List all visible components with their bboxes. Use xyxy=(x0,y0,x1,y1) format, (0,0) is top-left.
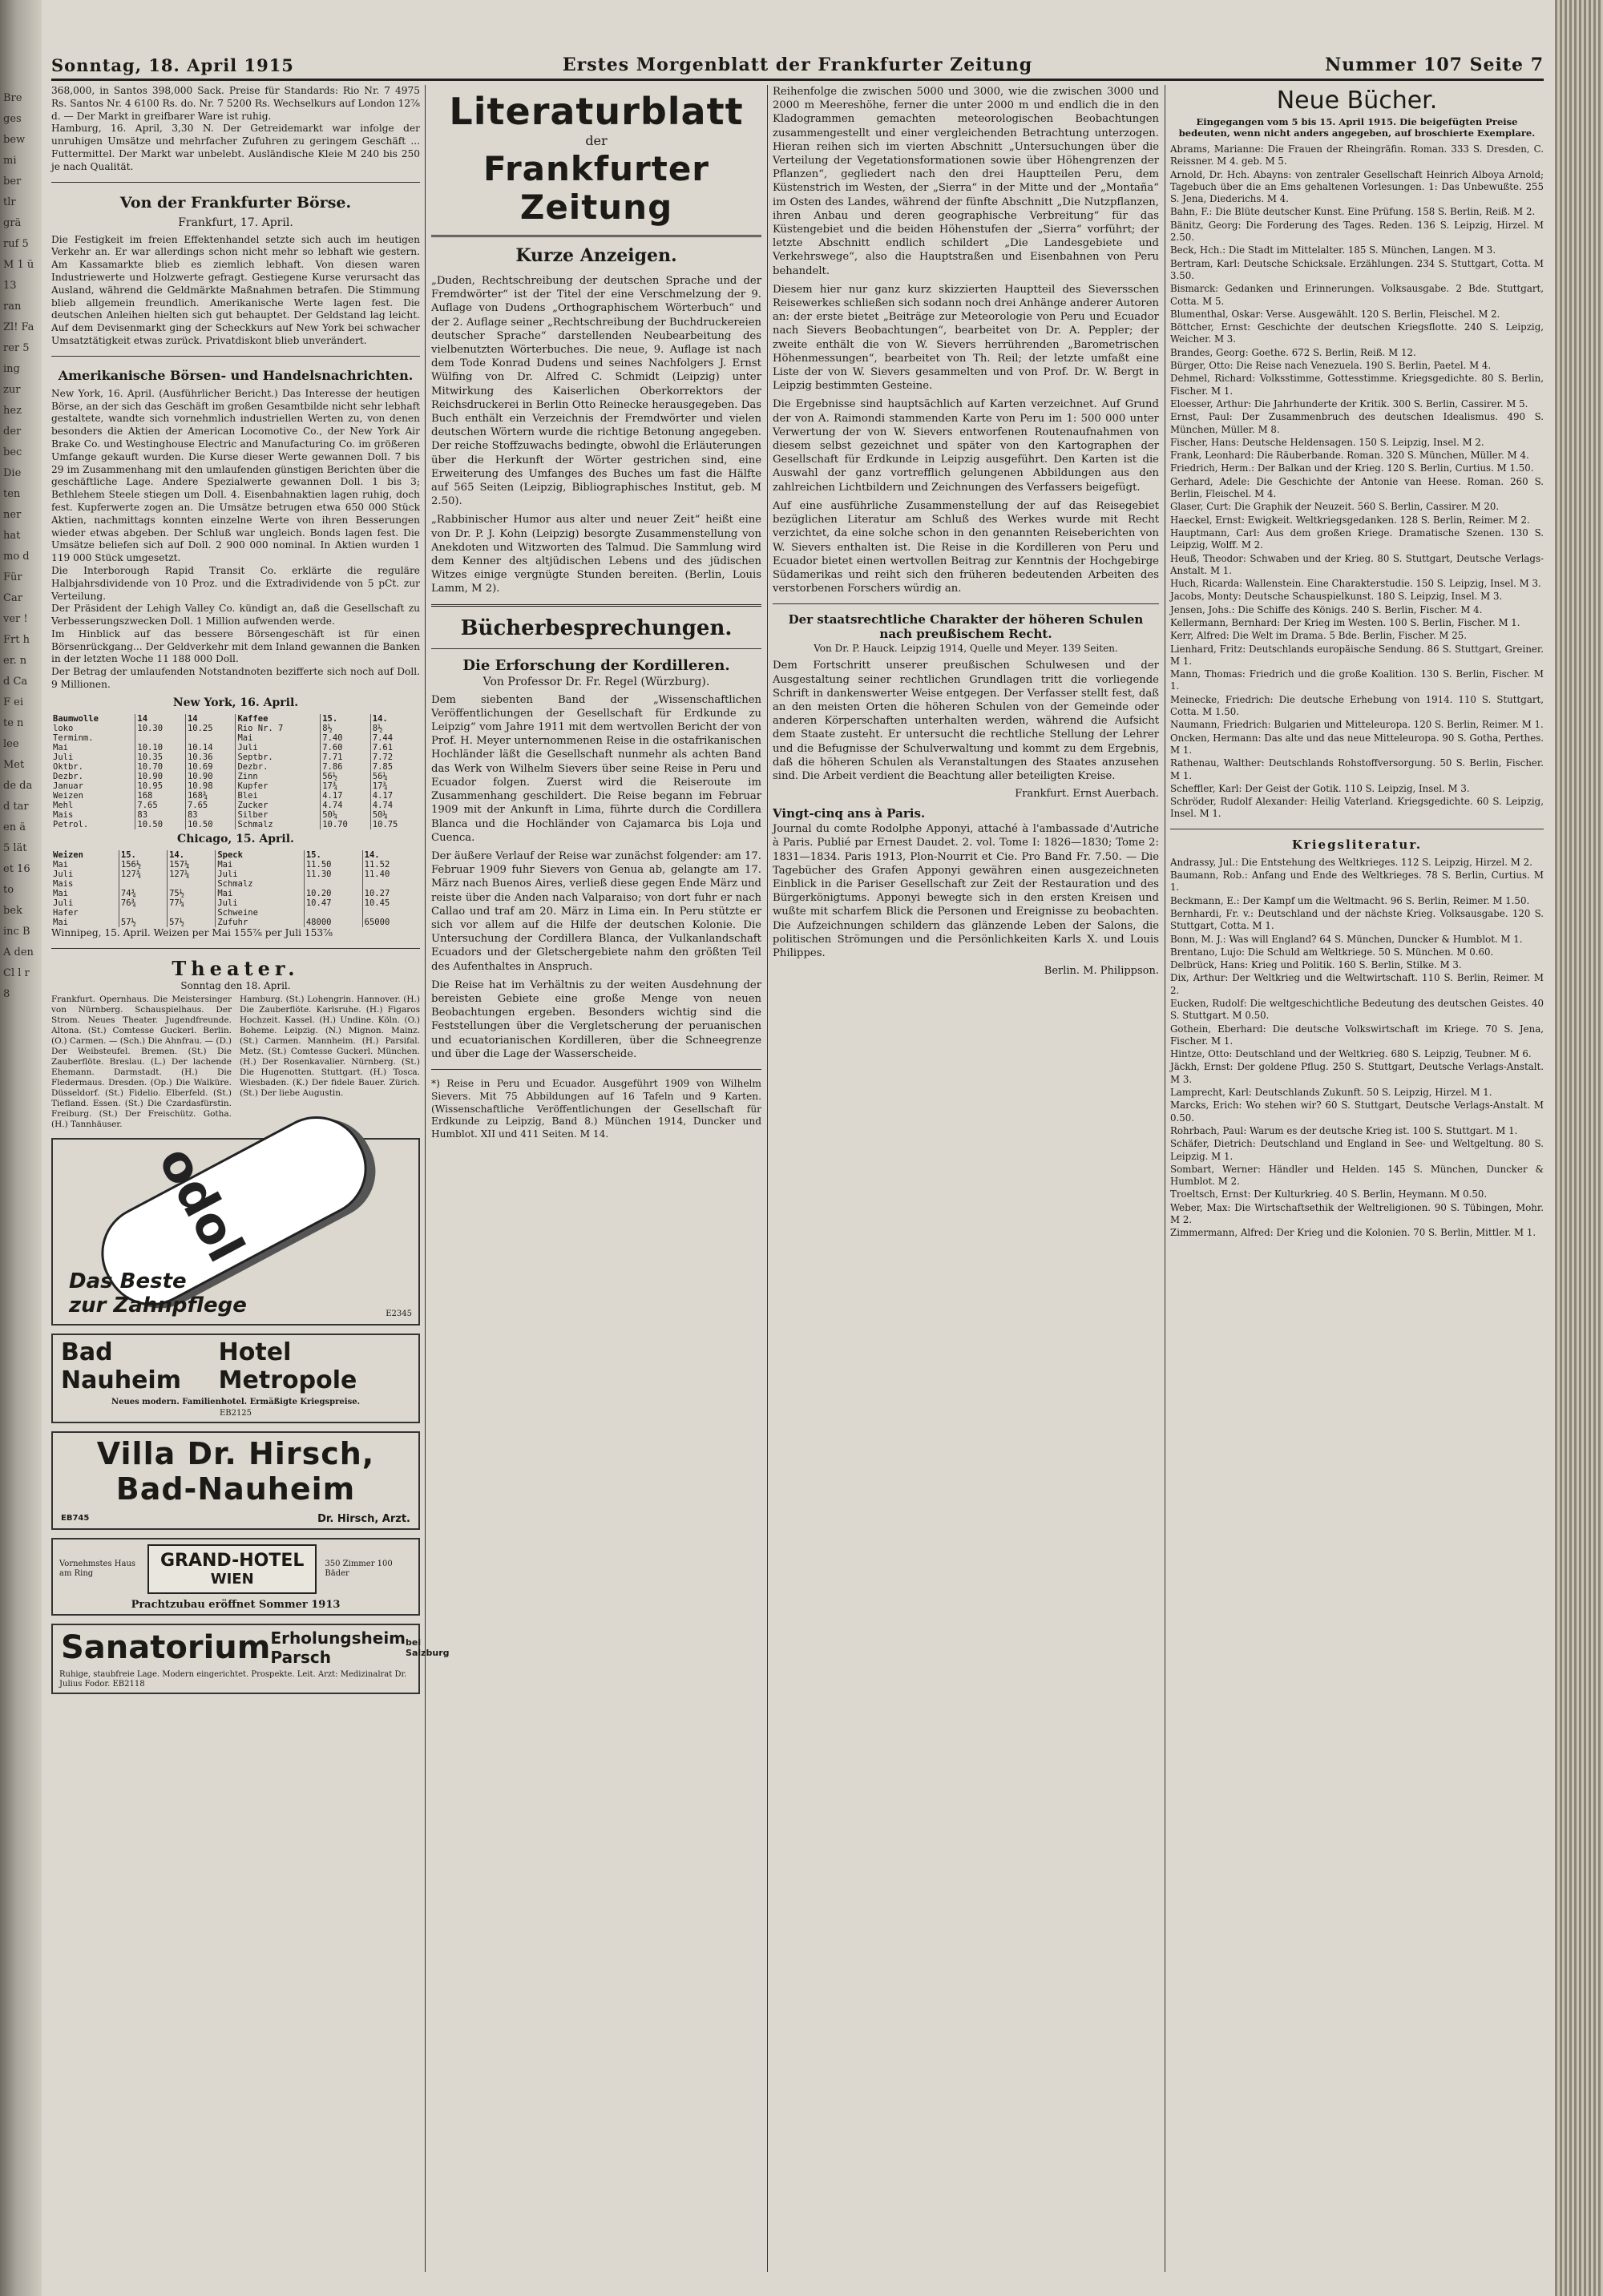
nauheim-ref: EB2125 xyxy=(219,1408,252,1418)
book-entry: Friedrich, Herm.: Der Balkan und der Krieg. 120 S. Berlin, Curtius. M 1.50. xyxy=(1170,462,1534,474)
chicago-table-cell: 14. xyxy=(362,850,420,860)
grand-hotel-right: 350 Zimmer 100 Bäder xyxy=(325,1559,393,1578)
book-entry: Arnold, Dr. Hch. Abayns: von zentraler Gesellschaft Heinrich Alboya Arnold; Tagebuch über die an Ems gehaltenen Vorlesungen. 1: Das Unbewußte. 255 S. Jena, Diederichs. M 4. xyxy=(1170,168,1544,205)
buecherbesprechungen-heading: Bücherbesprechungen. xyxy=(460,615,733,640)
ny-table-cell: 7.71 xyxy=(321,753,371,762)
chicago-table-cell: Schweine xyxy=(216,908,305,918)
chicago-table-cell: 11.50 xyxy=(304,860,362,870)
neue-buecher-title: Neue Bücher. xyxy=(1276,87,1438,115)
rabbiner-notice: „Rabbinischer Humor aus alter und neuer Zeit“ heißt eine von Dr. P. J. Kohn (Leipzig) besorgte Zusammenstellung von Anekdoten und Witzworten des Talmud. Die Sammlung wird dem Kenner des altjüdischen Lebens und des jüdischen Witzes einige vergnügte Stunden bereiten. (Berlin, Louis Lamm, M 2). xyxy=(431,514,761,595)
ny-table-cell: 10.70 xyxy=(135,762,186,772)
chicago-table-cell: Zufuhr xyxy=(216,918,305,927)
literaturblatt-paper-name: Frankfurter Zeitung xyxy=(483,149,710,227)
sanatorium-text: Ruhige, staubfreie Lage. Modern eingerichtet. Prospekte. Leit. Arzt: Medizinalrat Dr. Julius Fodor. EB2118 xyxy=(59,1669,407,1689)
book-entry: Böttcher, Ernst: Geschichte der deutschen Kriegsflotte. 240 S. Leipzig, Weicher. M 3. xyxy=(1170,321,1544,345)
book-entry: Naumann, Friedrich: Bulgarien und Mitteleuropa. 120 S. Berlin, Reimer. M 1. xyxy=(1170,719,1544,731)
ny-table-cell: Baumwolle xyxy=(53,713,99,724)
ny-table-cell: Mai xyxy=(236,733,321,743)
ny-table-cell: 10.25 xyxy=(185,724,236,733)
divider xyxy=(431,648,761,649)
war-book-entry: Eucken, Rudolf: Die weltgeschichtliche Bedeutung des deutschen Geistes. 40 S. Stuttgart. M 0.50. xyxy=(1170,998,1544,1022)
sanatorium-advertisement xyxy=(51,1624,450,1694)
ny-table-row xyxy=(51,753,420,762)
ny-table-cell: 7.65 xyxy=(185,801,236,810)
staat-sub: Von Dr. P. Hauck. Leipzig 1914, Quelle und Meyer. 139 Seiten. xyxy=(814,643,1118,655)
chicago-table-cell: 10.47 xyxy=(304,898,362,908)
ny-table-cell: Dezbr. xyxy=(53,771,83,781)
chicago-table-row xyxy=(51,860,420,870)
ny-table-cell: Dezbr. xyxy=(236,762,321,772)
grand-hotel-row xyxy=(53,1539,418,1599)
divider xyxy=(51,948,420,949)
book-entry: Bürger, Otto: Die Reise nach Venezuela. 190 S. Berlin, Paetel. M 4. xyxy=(1170,360,1492,372)
ny-table-cell: Zinn xyxy=(236,772,321,781)
nauheim-row xyxy=(53,1335,418,1398)
ny-table-cell: 168 xyxy=(135,791,186,801)
war-book-entry: Weber, Max: Die Wirtschaftsethik der Weltreligionen. 90 S. Tübingen, Mohr. M 2. xyxy=(1170,1201,1544,1226)
chicago-table-cell: 11.30 xyxy=(304,870,362,879)
ny-table-cell: 7.40 xyxy=(321,733,371,743)
ny-table-cell: 10.70 xyxy=(321,820,371,829)
chicago-table-cell xyxy=(119,879,167,889)
ny-table-cell: 50¼ xyxy=(370,810,420,820)
literaturblatt-der: der xyxy=(585,133,608,148)
ny-table-cell: 7.85 xyxy=(370,762,420,772)
nauheim-advertisement xyxy=(51,1334,420,1423)
war-book-list xyxy=(1170,857,1544,1240)
ny-table-cell: 10.50 xyxy=(135,820,186,829)
chicago-table-row xyxy=(51,889,420,898)
essay-title: Die Erforschung der Kordilleren. xyxy=(462,656,730,674)
chicago-table-cell: 11.52 xyxy=(362,860,420,870)
grand-hotel-logo xyxy=(147,1544,317,1594)
war-book-entry: Brentano, Lujo: Die Schuld am Weltkriege. 50 S. München. M 0.60. xyxy=(1170,946,1494,958)
book-entry: Huch, Ricarda: Wallenstein. Eine Charakterstudie. 150 S. Leipzig, Insel. M 3. xyxy=(1170,578,1541,590)
ny-table-cell: 10.14 xyxy=(185,743,236,753)
chicago-table-cell: 65000 xyxy=(362,918,420,927)
staat-title: Der staatsrechtliche Charakter der höheren Schulen nach preußischem Recht. xyxy=(788,612,1144,642)
villa-ref: EB745 xyxy=(61,1514,90,1523)
nauheim-hotel: Hotel Metropole xyxy=(218,1338,357,1394)
chicago-table-cell: Schmalz xyxy=(216,879,305,889)
chicago-table-row xyxy=(51,908,420,918)
ny-table-cell: Kaffee xyxy=(236,714,321,724)
essay-paragraph: Die Reise hat im Verhältnis zu der weiten Ausdehnung der bereisten Gebiete eine große Menge von neuen Beobachtungen ergeben. Besonders wichtig sind die Feststellungen über die Vergletscherung der peruanischen und ecuatorianischen Kordilleren, über die Schneegrenze und über die Lage der Wasserscheide. xyxy=(431,979,761,1060)
chicago-table-cell: 57½ xyxy=(119,918,167,927)
theater-date: Sonntag den 18. April. xyxy=(180,979,291,991)
ny-table-row xyxy=(51,743,420,753)
ny-table-cell: Mai xyxy=(53,742,68,753)
ny-table-row xyxy=(51,772,420,781)
nauheim-place: Bad Nauheim xyxy=(61,1338,181,1394)
villa-doctor: Dr. Hirsch, Arzt. xyxy=(317,1512,410,1525)
book-entry: Ernst, Paul: Der Zusammenbruch des deutschen Idealismus. 490 S. München, Müller. M 8. xyxy=(1170,411,1544,435)
essay-footnote: *) Reise in Peru und Ecuador. Ausgeführt 1909 von Wilhelm Sievers. Mit 75 Abbildungen auf 16 Tafeln und 9 Karten. (Wissenschaftliche Veröffentlichungen der Gesellschaft für Erdkunde zu Leipzig, Band 8.) München 1914, Duncker und Humblot. XII und 411 Seiten. M 14. xyxy=(431,1077,761,1140)
kriegsliteratur-heading: Kriegsliteratur. xyxy=(1291,837,1423,852)
chicago-table-cell: Mai xyxy=(53,859,68,870)
war-book-entry: Dix, Arthur: Der Weltkrieg und die Weltwirtschaft. 110 S. Berlin, Reimer. M 2. xyxy=(1170,972,1544,996)
chicago-table-title: Chicago, 15. April. xyxy=(177,832,294,845)
column-literaturblatt xyxy=(431,85,761,2272)
war-book-entry: Rohrbach, Paul: Warum es der deutsche Krieg ist. 100 S. Stuttgart. M 1. xyxy=(1170,1124,1518,1136)
staat-text: Dem Fortschritt unserer preußischen Schulwesen und der Ausgestaltung seiner rechtlichen Grundlagen tritt die vorliegende Schrift in dankenswerter Weise entgegen. Der Verfasser stellt fest, daß an den meisten Orten die höheren Schulen von der Gemeinde oder anderen Körperschaften unterhalten werden, während die Aufsicht dem Staate zusteht. Er untersucht die rechtliche Stellung der Lehrer und die Befugnisse der Schulverwaltung und kommt zu dem Ergebnis, daß die höheren Schulen als Veranstaltungen des Staates anzusehen sind. Die Arbeit verdient die Beachtung aller beteiligten Kreise. xyxy=(773,660,1159,782)
grand-hotel-bottom: Prachtzubau eröffnet Sommer 1913 xyxy=(131,1598,341,1611)
ny-table-cell: 7.61 xyxy=(370,743,420,753)
boerse-heading: Von der Frankfurter Börse. xyxy=(119,193,352,212)
war-book-entry: Bonn, M. J.: Was will England? 64 S. München, Duncker & Humblot. M 1. xyxy=(1170,933,1523,945)
theater-list-left: Frankfurt. Opernhaus. Die Meistersinger von Nürnberg. Schauspielhaus. Der Strom. Neues Theater. Jugendfreunde. Altona. (St.) Comtesse Guckerl. Berlin. (O.) Carmen. — (Sch.) Die Ahnfrau. — (D.) Der Weibsteufel. Bremen. (St.) Die Zauberflöte. Breslau. (L.) Der lachende Ehemann. Darmstadt. (H.) Die Fledermaus. Dresden. (Op.) Die Walküre. Düsseldorf. (St.) Fidelio. Elberfeld. (St.) Tiefland. Essen. (St.) Die Czardasfürstin. Freiburg. (St.) Der Freischütz. Gotha. (H.) Tannhäuser. xyxy=(51,994,232,1129)
theater-heading: Theater. xyxy=(172,956,300,980)
chicago-table-cell: 127¾ xyxy=(119,870,167,879)
essay-paragraph: Dem siebenten Band der „Wissenschaftlichen Veröffentlichungen der Gesellschaft für Erdkunde zu Leipzig“ vom Jahre 1911 mit dem wertvollen Bericht der von Prof. H. Meyer unternommenen Reise in die ostafrikanischen Hochländer läßt die Gesellschaft nunmehr als achten Band das Werk von Wilhelm Sievers über seine Reise in Peru und Ecuador folgen. Zuerst wird die Reiseroute im Zusammenhang geschildert. Die Reise begann im Februar 1909 mit der Ankunft in Lima, führte durch die Cordillera Blanca und die Hochländer von Cajamarca bis Loja und Cuenca. xyxy=(431,693,761,844)
chicago-table-cell: 10.45 xyxy=(362,898,420,908)
ny-table-cell: 10.90 xyxy=(185,772,236,781)
ny-table-cell: Januar xyxy=(53,781,83,791)
chicago-table-cell: 75½ xyxy=(168,889,216,898)
chicago-table-cell xyxy=(168,908,216,918)
grand-hotel-advertisement xyxy=(51,1538,420,1616)
ny-table-row xyxy=(51,791,420,801)
ny-table-row xyxy=(51,733,420,743)
war-book-entry: Troeltsch, Ernst: Der Kulturkrieg. 40 S. Berlin, Heymann. M 0.50. xyxy=(1170,1188,1488,1200)
amerik-report: New York, 16. April. (Ausführlicher Bericht.) Das Interesse der heutigen Börse, an der sich das Geschäft im großen Gesamtbilde nicht sehr lebhaft gestaltete, wandte sich vornehmlich industriellen Werten zu, von denen besonders die Aktien der American Locomotive Co., der New York Air Brake Co. und Westinghouse Electric and Manufacturing Co. im größeren Umfange gekauft wurden. Die Kurse dieser Werte gewannen Doll. 7 bis 29 im Zusammenhang mit den umlaufenden günstigen Berichten über die geschäftliche Lage. Andere Spezialwerte gewannen Doll. 1 bis 3; Bethlehem Steele stiegen um Doll. 4. Eisenbahnaktien lagen ruhig, doch fest. Kupferwerte zogen an. Die Umsätze betrugen etwa 650 000 Stück Aktien, nachmittags konnten einzelne Werte von ihren Besserungen wieder etwas abgeben. Der Schluß war ungleich. Bonds lagen fest. Die Umsätze beliefen sich auf Doll. 2 900 000 nominal. In Aktien wurden 1 119 000 Stück umgesetzt. xyxy=(51,387,420,564)
divider xyxy=(773,603,1159,604)
boerse-report: Die Festigkeit im freien Effektenhandel setzte sich auch im heutigen Verkehr an. Er war allerdings schon nicht mehr so lebhaft wie gestern. Am Kassamarkte blieb es ziemlich lebhaft. Von diesen waren Industriewerte und Holzwerte gefragt. Gestiegene Kurse verursacht das Ausland, während die Geldmärkte Maßnahmen betrafen. Die Stimmung blieb allgemein freundlich. Amerikanische Werte lagen fest. Die deutschen Anleihen hielten sich gut behauptet. Der Geldstand lag leicht. Auf dem Devisenmarkt ging der Scheckkurs auf New York bei schwacher Umsatztätigkeit etwas zurück. Privatdiskont blieb unverändert. xyxy=(51,233,420,346)
ny-table-cell: 17¾ xyxy=(321,781,371,791)
ny-table-cell: Rio Nr. 7 xyxy=(236,724,321,733)
book-entry: Haeckel, Ernst: Ewigkeit. Weltkriegsgedanken. 128 S. Berlin, Reimer. M 2. xyxy=(1170,514,1530,526)
ny-table-cell: Silber xyxy=(236,810,321,820)
book-entry: Lienhard, Fritz: Deutschlands europäische Sendung. 86 S. Stuttgart, Greiner. M 1. xyxy=(1170,643,1544,667)
chicago-table-cell: Juli xyxy=(53,898,74,908)
chicago-table-cell: 127¼ xyxy=(168,870,216,879)
ny-table-cell xyxy=(135,733,186,743)
book-entry: Bismarck: Gedanken und Erinnerungen. Volksausgabe. 2 Bde. Stuttgart, Cotta. M 5. xyxy=(1170,283,1544,307)
ny-table-cell: 10.69 xyxy=(185,762,236,772)
chicago-table-cell: 15. xyxy=(119,850,167,860)
page-edges xyxy=(1555,0,1603,2296)
column-neue-buecher xyxy=(1170,85,1544,2272)
banken-note: Im Hinblick auf das bessere Börsengeschäft ist für einen Börsenrückgang... Der Geldverkehr mit dem Inland gewannen die Banken in der letzten Woche 11 188 000 Doll. xyxy=(51,627,420,665)
war-book-entry: Sombart, Werner: Händler und Helden. 145 S. München, Duncker & Humblot. M 2. xyxy=(1170,1163,1544,1188)
book-entry: Kerr, Alfred: Die Welt im Drama. 5 Bde. Berlin, Fischer. M 25. xyxy=(1170,630,1467,642)
war-book-entry: Lamprecht, Karl: Deutschlands Zukunft. 50 S. Leipzig, Hirzel. M 1. xyxy=(1170,1087,1492,1099)
chicago-table-cell: 14. xyxy=(168,850,216,860)
chicago-table-cell: 157¼ xyxy=(168,860,216,870)
ny-table-cell: 8½ xyxy=(321,724,371,733)
ny-table-cell: 56½ xyxy=(321,772,371,781)
essay-byline: Von Professor Dr. Fr. Regel (Würzburg). xyxy=(483,675,710,688)
chicago-table-cell: Mai xyxy=(53,888,68,898)
ny-table-cell: 7.65 xyxy=(135,801,186,810)
ny-table-cell: 168¾ xyxy=(185,791,236,801)
divider xyxy=(431,604,761,607)
interboro-note: Die Interborough Rapid Transit Co. erklärte die reguläre Halbjahrsdividende von 10 Proz. und die Extradividende von 5 pCt. zur Verteilung. xyxy=(51,564,420,602)
ny-table-cell: 7.60 xyxy=(321,743,371,753)
ny-table-cell: 14. xyxy=(370,714,420,724)
chicago-table-cell: 76¾ xyxy=(119,898,167,908)
header-date: Sonntag, 18. April 1915 xyxy=(51,55,294,75)
chicago-table-cell: 10.27 xyxy=(362,889,420,898)
chicago-table-cell: Hafer xyxy=(53,907,79,918)
amerik-heading: Amerikanische Börsen- und Handelsnachrichten. xyxy=(58,367,414,383)
ny-table-row xyxy=(51,820,420,829)
ny-table-cell: 10.36 xyxy=(185,753,236,762)
nauheim-sub: Neues modern. Familienhotel. Ermäßigte Kriegspreise. xyxy=(111,1397,361,1406)
ny-table-cell: 50¼ xyxy=(321,810,371,820)
chicago-table-row xyxy=(51,898,420,908)
ny-table-cell: 7.72 xyxy=(370,753,420,762)
odol-advertisement xyxy=(51,1138,420,1326)
winnipeg-note: Winnipeg, 15. April. Weizen per Mai 155⅞ per Juli 153⅞ xyxy=(51,926,333,938)
chicago-table-cell: 77¼ xyxy=(168,898,216,908)
war-book-entry: Marcks, Erich: Wo stehen wir? 60 S. Stuttgart, Deutsche Verlags-Anstalt. M 0.50. xyxy=(1170,1100,1544,1124)
chicago-table-cell: Mais xyxy=(53,878,74,889)
chicago-market-table xyxy=(51,850,420,927)
book-entry: Oncken, Hermann: Das alte und das neue Mitteleuropa. 90 S. Gotha, Perthes. M 1. xyxy=(1170,732,1544,756)
ny-table-row xyxy=(51,801,420,810)
villa-hirsch-advertisement xyxy=(51,1431,420,1530)
odol-ref: E2345 xyxy=(386,1309,412,1318)
divider xyxy=(51,356,420,357)
odol-slogan-line1: Das Beste xyxy=(69,1269,187,1293)
ny-table-title: New York, 16. April. xyxy=(172,696,299,709)
theater-list-right: Hamburg. (St.) Lohengrin. Hannover. (H.) Die Zauberflöte. Karlsruhe. (H.) Figaros Hochzeit. Kassel. (H.) Undine. Köln. (O.) Boheme. Leipzig. (N.) Mignon. Mainz. (St.) Carmen. Mannheim. (H.) Parsifal. Metz. (St.) Comtesse Guckerl. München. (H.) Der Rosenkavalier. Nürnberg. (St.) Die Hugenotten. Stuttgart. (H.) Tosca. Wiesbaden. (K.) Der fidele Bauer. Zürich. (St.) Der liebe Augustin. xyxy=(240,994,420,1098)
boerse-dateline: Frankfurt, 17. April. xyxy=(178,216,293,229)
ny-table-cell: Zucker xyxy=(236,801,321,810)
ny-table-row xyxy=(51,714,420,724)
ny-table-cell: 8½ xyxy=(370,724,420,733)
book-entry: Scheffler, Karl: Der Geist der Gotik. 110 S. Leipzig, Insel. M 3. xyxy=(1170,782,1470,794)
odol-slogan-line2: zur Zahnpflege xyxy=(69,1293,247,1317)
ny-table-cell: 10.35 xyxy=(135,753,186,762)
chicago-table-cell: Mai xyxy=(216,889,305,898)
book-entry: Heuß, Theodor: Schwaben und der Krieg. 80 S. Stuttgart, Deutsche Verlags-Anstalt. M 1. xyxy=(1170,552,1544,576)
header-page-number: Nummer 107 Seite 7 xyxy=(1325,54,1544,75)
ny-table-cell: 17¾ xyxy=(370,781,420,791)
chicago-table-cell: 156½ xyxy=(119,860,167,870)
ny-table-cell: Septbr. xyxy=(236,753,321,762)
chicago-table-cell: 11.40 xyxy=(362,870,420,879)
ny-table-cell: 83 xyxy=(185,810,236,820)
odol-logo: odol xyxy=(147,1136,256,1271)
notstand-note: Der Betrag der umlaufenden Notstandnoten bezifferte sich noch auf Doll. 9 Millionen. xyxy=(51,666,420,691)
chicago-table-cell xyxy=(304,879,362,889)
vingt-text: Journal du comte Rodolphe Apponyi, attaché à l'ambassade d'Autriche à Paris. Publié par Ernest Daudet. 2. vol. Tome I: 1826—1830; Tome 2: 1831—1834. Paris 1913, Plon-Nourrit et Cie. Pro Band Fr. 7.50. — Die Tagebücher des Grafen Apponyi gewähren einen ausgezeichneten Einblick in die Pariser Gesellschaft zur Zeit der Restauration und des Bürgerkönigtums. Apponyi bewegte sich in den ersten Kreisen und wußte mit scharfem Blick die Personen und Ereignisse zu beobachten. Die Aufzeichnungen schildern das glänzende Leben der Salons, die politischen Strömungen und die Persönlichkeiten Karls X. und Louis Philippes. xyxy=(773,823,1159,959)
ny-table-row xyxy=(51,810,420,820)
ny-table-cell: 10.30 xyxy=(135,724,186,733)
theater-listings xyxy=(51,995,420,1130)
hamburg-report: Hamburg, 16. April, 3,30 N. Der Getreidemarkt war infolge der unruhigen Umsätze und mehrfacher Zufuhren zu geringem Geschäft ... Futtermittel. Der Markt war unbelebt. Ausländische Kleie M 240 bis 250 je nach Qualität. xyxy=(51,123,420,172)
book-entry: Bänitz, Georg: Die Forderung des Tages. Reden. 136 S. Leipzig, Hirzel. M 2.50. xyxy=(1170,219,1544,244)
book-list xyxy=(1170,143,1544,821)
review-paragraph: Die Ergebnisse sind hauptsächlich auf Karten verzeichnet. Auf Grund der von A. Raimondi stammenden Karte von Peru im 1: 500 000 unter Verwertung der von W. Sievers entworfenen Routenaufnahmen von diesem selbst gezeichnet und später von den Kartographen der Gesellschaft für Erdkunde in Leipzig ausgeführt. Den Karten ist die Auswahl der ganz vortrefflich gelungenen Abbildungen aus den zahlreichen Lichtbildern und Zeichnungen des Verfassers beigefügt. xyxy=(773,398,1159,494)
chicago-table-cell xyxy=(119,908,167,918)
war-book-entry: Jäckh, Ernst: Der goldene Pflug. 250 S. Stuttgart, Deutsche Verlags-Anstalt. M 3. xyxy=(1170,1061,1544,1085)
essay-paragraph: Der äußere Verlauf der Reise war zunächst folgender: am 17. Februar 1909 fuhr Sievers von Genua ab, gelangte am 17. März nach Buenos Aires, verließ diese gegen Ende März und reiste über die Anden nach Valparaiso; von dort fuhr er nach Callao und traf am 20. März in Lima ein. In Peru stützte er sich vor allem auf die Hilfe der deutschen Kolonie. Die Untersuchung der Cordillera Blanca, der Vulkanlandschaft Ecuadors und der Gletschergebiete nahm den größten Teil des Aufenthaltes in Anspruch. xyxy=(431,849,761,973)
book-entry: Beck, Hch.: Die Stadt im Mittelalter. 185 S. München, Langen. M 3. xyxy=(1170,244,1496,256)
book-entry: Dehmel, Richard: Volksstimme, Gottesstimme. Kriegsgedichte. 80 S. Berlin, Fischer. M 1. xyxy=(1170,373,1544,397)
chicago-table-cell: 74¾ xyxy=(119,889,167,898)
book-entry: Kellermann, Bernhard: Der Krieg im Westen. 100 S. Berlin, Fischer. M 1. xyxy=(1170,616,1520,628)
ny-table-cell: 4.17 xyxy=(370,791,420,801)
ny-table-cell: 4.74 xyxy=(370,801,420,810)
review-paragraph: Diesem hier nur ganz kurz skizzierten Hauptteil des Sieversschen Reisewerkes schließen sich sodann noch drei Anhänge anderer Autoren an: der erste bietet „Beiträge zur Meteorologie von Peru und Ecuador nach Sievers Beobachtungen“, bearbeitet von Dr. A. Peppler; der zweite enthält die von W. Sievers herrührenden „Barometrischen Höhenmessungen“, bearbeitet von Th. Reil; der letzte umfaßt eine Liste der von W. Sievers gesammelten und von Prof. Dr. W. Bergt in Leipzig bestimmten Gesteine. xyxy=(773,283,1159,393)
ny-table-cell: 7.86 xyxy=(321,762,371,772)
ny-table-cell: 4.74 xyxy=(321,801,371,810)
adjacent-page-fragment: Bre ges bew mi ber tlr grä ruf 5 M 1 ü 13 ran Zl! Fa rer 5 ing zur hez der bec Die ten ner hat mo d Für Car ver ! Frt h er. n d Ca F ei te n lee Met de da d tar en ä 5 lät et 16 to bek inc B A den Cl l r 8 xyxy=(3,92,34,1000)
ny-table-cell: Blei xyxy=(236,791,321,801)
ny-table-cell: Mehl xyxy=(53,800,74,810)
page-header xyxy=(51,43,1544,81)
chicago-table-cell xyxy=(304,908,362,918)
book-entry: Blumenthal, Oskar: Verse. Ausgewählt. 120 S. Berlin, Fleischel. M 2. xyxy=(1170,308,1500,320)
chicago-table-cell: 48000 xyxy=(304,918,362,927)
war-book-entry: Schäfer, Dietrich: Deutschland und England in See- und Weltgeltung. 80 S. Leipzig. M 1. xyxy=(1170,1138,1544,1162)
ny-market-table xyxy=(51,714,420,829)
ny-table-cell: loko xyxy=(53,723,74,733)
review-paragraph: Auf eine ausführliche Zusammenstellung der auf das Reisegebiet bezüglichen Literatur am Schluß des Werkes wurde mit Recht verzichtet, da eine solche schon in den genannten Reiseberichten von W. Sievers enthalten ist. Die Reise in die Kordilleren von Peru und Ecuador bietet einen wertvollen Beitrag zur Kenntnis der Hochgebirge Südamerikas und reiht sich den früheren bedeutenden Arbeiten des verstorbenen Forschers würdig an. xyxy=(773,499,1159,595)
chicago-table-cell: Juli xyxy=(216,870,305,879)
ny-table-cell xyxy=(185,733,236,743)
chicago-table-row xyxy=(51,918,420,927)
book-entry: Rathenau, Walther: Deutschlands Rohstoffversorgung. 50 S. Berlin, Fischer. M 1. xyxy=(1170,757,1544,781)
book-entry: Schröder, Rudolf Alexander: Heilig Vaterland. Kriegsgedichte. 60 S. Leipzig, Insel. M 1. xyxy=(1170,796,1544,820)
ny-table-row xyxy=(51,762,420,772)
chicago-table-row xyxy=(51,870,420,879)
book-entry: Gerhard, Adele: Die Geschichte der Antonie van Heese. Roman. 260 S. Berlin, Fleischel. M 4. xyxy=(1170,475,1544,500)
chicago-table-cell: 10.20 xyxy=(304,889,362,898)
ny-table-cell: Kupfer xyxy=(236,781,321,791)
signature: Frankfurt. Ernst Auerbach. xyxy=(1015,788,1159,801)
ny-table-cell: Juli xyxy=(236,743,321,753)
column-rule xyxy=(425,85,426,2272)
ny-table-cell: Petrol. xyxy=(53,819,89,829)
column-finance xyxy=(51,85,450,2272)
ny-table-cell: 10.10 xyxy=(135,743,186,753)
ny-table-cell: 83 xyxy=(135,810,186,820)
war-book-entry: Andrassy, Jul.: Die Entstehung des Weltkrieges. 112 S. Leipzig, Hirzel. M 2. xyxy=(1170,856,1532,868)
war-book-entry: Bernhardi, Fr. v.: Deutschland und der nächste Krieg. Volksausgabe. 120 S. Stuttgart, Cotta. M 1. xyxy=(1170,907,1544,932)
book-entry: Bertram, Karl: Deutsche Schicksale. Erzählungen. 234 S. Stuttgart, Cotta. M 3.50. xyxy=(1170,257,1544,281)
war-book-entry: Zimmermann, Alfred: Der Krieg und die Kolonien. 70 S. Berlin, Mittler. M 1. xyxy=(1170,1227,1536,1239)
book-entry: Eloesser, Arthur: Die Jahrhunderte der Kritik. 300 S. Berlin, Cassirer. M 5. xyxy=(1170,397,1528,410)
ny-table-row xyxy=(51,724,420,733)
chicago-table-cell: Weizen xyxy=(53,849,83,860)
book-entry: Abrams, Marianne: Die Frauen der Rheingräfin. Roman. 333 S. Dresden, C. Reissner. M 4. geb. M 5. xyxy=(1170,143,1544,167)
divider xyxy=(431,1069,761,1070)
ny-table-cell: Schmalz xyxy=(236,820,321,829)
chicago-table-cell: Mai xyxy=(216,860,305,870)
newspaper-page xyxy=(42,0,1555,2296)
book-entry: Brandes, Georg: Goethe. 672 S. Berlin, Reiß. M 12. xyxy=(1170,346,1416,358)
chicago-table-cell: 57½ xyxy=(168,918,216,927)
divider xyxy=(51,182,420,183)
ny-table-cell: 10.98 xyxy=(185,781,236,791)
coffee-market-report: 368,000, in Santos 398,000 Sack. Preise für Standards: Rio Nr. 7 4975 Rs. Santos Nr. 4 6100 Rs. do. Nr. 7 5200 Rs. Wechselkurs auf London 12⅞ d. — Der Markt in greifbarer Ware ist ruhig. xyxy=(51,85,420,122)
ny-table-cell: 7.44 xyxy=(370,733,420,743)
book-entry: Jensen, Johs.: Die Schiffe des Königs. 240 S. Berlin, Fischer. M 4. xyxy=(1170,603,1483,615)
chicago-table-cell: Speck xyxy=(216,850,305,860)
ny-table-cell: Juli xyxy=(53,752,74,762)
book-entry: Fischer, Hans: Deutsche Heldensagen. 150 S. Leipzig, Insel. M 2. xyxy=(1170,436,1484,448)
divider xyxy=(431,235,761,237)
book-spine xyxy=(0,0,42,2296)
chicago-table-cell xyxy=(362,908,420,918)
chicago-table-cell xyxy=(168,879,216,889)
literaturblatt-title: Literaturblatt xyxy=(449,90,744,133)
duden-notice: „Duden, Rechtschreibung der deutschen Sprache und der Fremdwörter“ ist der Titel der eine Verschmelzung der 9. Auflage von Dudens „Orthographischem Wörterbuch“ und der 2. Auflage seiner „Rechtschreibung der Buchdruckereien deutscher Sprache“ darstellenden Neubearbeitung des vielbenutzten Wörterbuches. Die neue, 9. Auflage ist nach dem Tode Konrad Dudens und seines Nachfolgers J. Ernst Wülfing von Dr. Alfred C. Schmidt (Leipzig) unter Mitwirkung des Kaiserlichen Oberkorrektors der Reichsdruckerei in Berlin Otto Reinecke herausgegeben. Das Buch enthält ein Verzeichnis der Fremdwörter und vielen deutschen Wörtern wurde die richtige Betonung angegeben. Der reiche Stoffzuwachs bedingte, obwohl die Erläuterungen über die Herkunft der Wörter gestrichen sind, eine Erweiterung des Umfanges des Buches um fast die Hälfte auf 565 Seiten (Leipzig, Bibliographisches Institut, geb. M 2.50). xyxy=(431,275,761,508)
ny-table-cell: 10.90 xyxy=(135,772,186,781)
ny-table-cell: 15. xyxy=(321,714,371,724)
sanatorium-title: Sanatorium xyxy=(61,1628,271,1666)
war-book-entry: Hintze, Otto: Deutschland und der Weltkrieg. 680 S. Leipzig, Teubner. M 6. xyxy=(1170,1048,1532,1060)
grand-hotel-left: Vornehmstes Haus am Ring xyxy=(59,1559,136,1578)
column-reviews xyxy=(773,85,1159,2272)
book-entry: Bahn, F.: Die Blüte deutscher Kunst. Eine Prüfung. 158 S. Berlin, Reiß. M 2. xyxy=(1170,206,1536,218)
neue-buecher-subtitle: Eingegangen vom 5 bis 15. April 1915. Die beigefügten Preise bedeuten, wenn nicht anders angegeben, auf broschierte Exemplare. xyxy=(1178,116,1536,139)
ny-table-cell: 14 xyxy=(135,714,186,724)
ny-table-cell: 4.17 xyxy=(321,791,371,801)
chicago-table-cell: Juli xyxy=(216,898,305,908)
signature: Berlin. M. Philippson. xyxy=(1044,965,1159,978)
sanatorium-row xyxy=(53,1625,450,1670)
kurze-anzeigen-heading: Kurze Anzeigen. xyxy=(515,245,677,266)
ny-table-cell: Terminm. xyxy=(53,732,94,743)
ny-table-cell: 10.75 xyxy=(370,820,420,829)
chicago-table-cell xyxy=(362,879,420,889)
grand-hotel-city: WIEN xyxy=(210,1570,254,1588)
grand-hotel-title: GRAND-HOTEL xyxy=(160,1550,305,1571)
ny-table-cell: 10.95 xyxy=(135,781,186,791)
chicago-table-row xyxy=(51,850,420,860)
chicago-table-cell: Juli xyxy=(53,869,74,879)
ny-table-cell: Weizen xyxy=(53,790,83,801)
book-entry: Hauptmann, Carl: Aus dem großen Kriege. Dramatische Szenen. 130 S. Leipzig, Wolff. M 2. xyxy=(1170,527,1544,551)
header-title: Erstes Morgenblatt der Frankfurter Zeitung xyxy=(562,54,1033,75)
sanatorium-place: bei Salzburg xyxy=(406,1636,450,1658)
book-entry: Meinecke, Friedrich: Die deutsche Erhebung von 1914. 110 S. Stuttgart, Cotta. M 1.50. xyxy=(1170,693,1544,718)
book-entry: Jacobs, Monty: Deutsche Schauspielkunst. 180 S. Leipzig, Insel. M 3. xyxy=(1170,591,1503,603)
war-book-entry: Baumann, Rob.: Anfang und Ende des Weltkrieges. 78 S. Berlin, Curtius. M 1. xyxy=(1170,870,1544,894)
chicago-table-cell: 15. xyxy=(304,850,362,860)
chicago-table-row xyxy=(51,879,420,889)
ny-table-cell: 10.50 xyxy=(185,820,236,829)
book-entry: Mann, Thomas: Friedrich und die große Koalition. 130 S. Berlin, Fischer. M 1. xyxy=(1170,668,1544,692)
villa-row xyxy=(53,1510,418,1528)
vingt-title: Vingt-cinq ans à Paris. xyxy=(773,806,926,821)
ny-table-cell: 56¼ xyxy=(370,772,420,781)
villa-title: Villa Dr. Hirsch, Bad-Nauheim xyxy=(96,1435,375,1507)
ny-table-row xyxy=(51,781,420,791)
book-entry: Frank, Leonhard: Die Räuberbande. Roman. 320 S. München, Müller. M 4. xyxy=(1170,450,1529,462)
ny-table-cell: Mais xyxy=(53,809,74,820)
ny-table-cell: 14 xyxy=(185,714,236,724)
lehigh-note: Der Präsident der Lehigh Valley Co. kündigt an, daß die Gesellschaft zu Verbesserungszwecken Doll. 1 Million aufwenden werde. xyxy=(51,603,420,627)
war-book-entry: Delbrück, Hans: Krieg und Politik. 160 S. Berlin, Stilke. M 3. xyxy=(1170,959,1462,971)
chicago-table-cell: Mai xyxy=(53,917,68,927)
war-book-entry: Beckmann, E.: Der Kampf um die Weltmacht. 96 S. Berlin, Reimer. M 1.50. xyxy=(1170,894,1530,906)
book-entry: Glaser, Curt: Die Graphik der Neuzeit. 560 S. Berlin, Cassirer. M 20. xyxy=(1170,501,1500,513)
ny-table-cell: Oktbr. xyxy=(53,761,83,772)
review-paragraph: Reihenfolge die zwischen 5000 und 3000, wie die zwischen 3000 und 2000 m Meereshöhe, ferner die unter 2000 m und endlich die in den Kladogrammen gemachten meteorologischen Beobachtungen zusammengestellt und einer vergleichenden Betrachtung unterzogen. Hieran reihen sich im vierten Abschnitt „Untersuchungen über die Verteilung der Vegetationsformationen sowie über Höhengrenzen der Pflanzen“, gegliedert nach den drei Hauptteilen Peru, dem Küstenstrich im Westen, der „Sierra“ in der Mitte und der „Montaña“ im Osten des Landes, während der fünfte Abschnitt „Die Nutzpflanzen, ihren Anbau und deren geographische Verbreitung“ für das Küstengebiet und die beiden Höhenstufen der „Sierra“ vorführt; der letzte Abschnitt endlich schildert „Die Landesgebiete und Verkehrswege“, also die Hauptstraßen und Eisenbahnen von Peru behandelt. xyxy=(773,86,1159,277)
sanatorium-name: Erholungsheim Parsch xyxy=(270,1628,406,1667)
column-rule xyxy=(767,85,768,2272)
war-book-entry: Gothein, Eberhard: Die deutsche Volkswirtschaft im Kriege. 70 S. Jena, Fischer. M 1. xyxy=(1170,1023,1544,1047)
odol-slogan xyxy=(69,1269,247,1317)
